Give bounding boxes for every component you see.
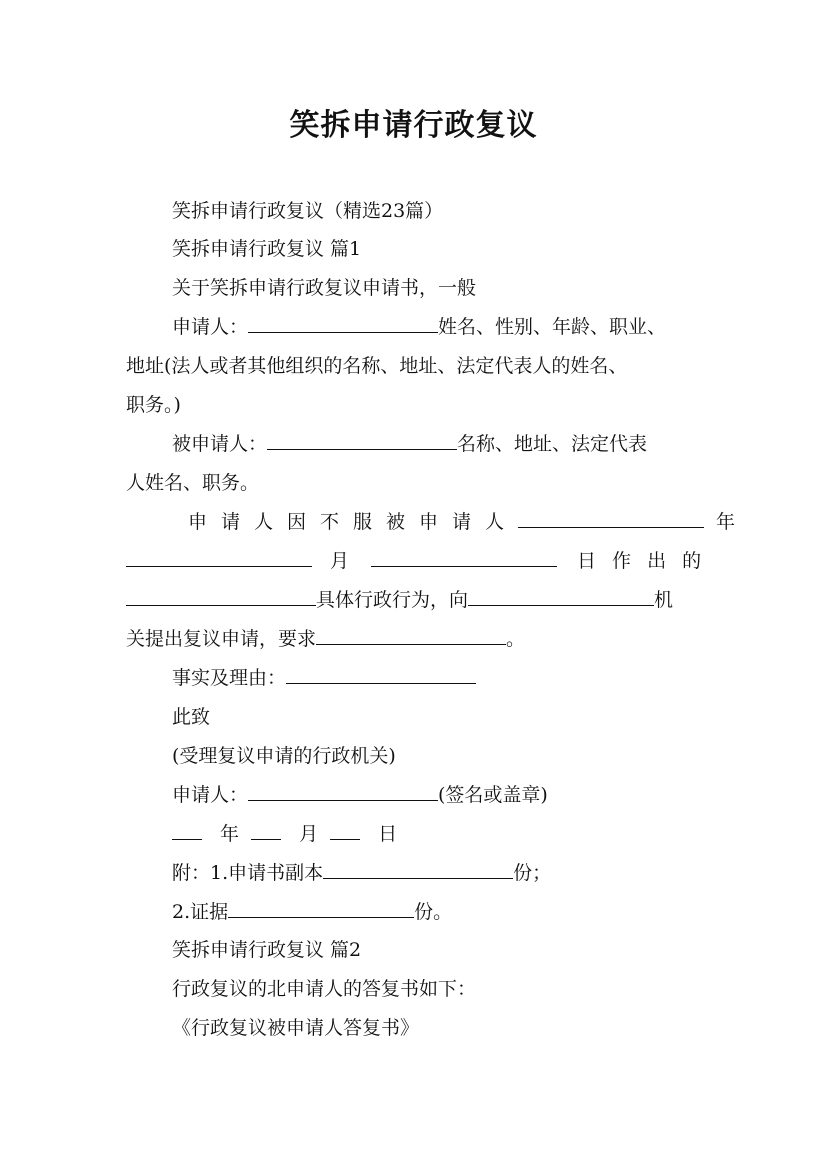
date-line (172, 819, 397, 849)
reason-act: 具体行政行为，向 (316, 589, 469, 611)
document-title: 笑拆申请行政复议 (289, 108, 538, 143)
facts-blank (286, 664, 476, 684)
reason-blank-6 (316, 625, 506, 645)
article1-paragraph: 关于笑拆申请行政复议申请书，一般 (172, 277, 477, 299)
recipient: (受理复议申请的行政机关) (172, 745, 396, 767)
date-year-label: 年 (220, 823, 240, 845)
respondent-desc: 名称、地址、法定代表 (457, 433, 648, 455)
date-day-blank (330, 820, 360, 840)
attachment-2-prefix: 2.证据 (172, 901, 229, 923)
applicant-desc: 姓名、性别、年龄、职业、 (438, 316, 667, 338)
intro-line: 笑拆申请行政复议（精选23篇） (172, 200, 444, 222)
respondent-line (172, 429, 647, 459)
respondent-label: 被申请人： (172, 433, 268, 455)
article1-heading: 笑拆申请行政复议 篇1 (172, 238, 362, 260)
reason-line-2 (126, 546, 701, 576)
date-month-label: 月 (299, 823, 319, 845)
date-day-label: 日 (378, 823, 398, 845)
article2-paragraph-2: 《行政复议被申请人答复书》 (172, 1017, 420, 1039)
respondent-blank (267, 430, 457, 450)
reason-text: 申请人因不服被申请人 (188, 511, 519, 533)
signer-blank (248, 781, 438, 801)
applicant-desc-line-3: 职务。) (126, 394, 181, 416)
attachment-2-blank (228, 898, 414, 918)
reason-month: 月 (330, 550, 350, 572)
reason-blank-2 (126, 547, 312, 567)
signer-suffix: (签名或盖章) (438, 784, 548, 806)
signer-line (172, 780, 548, 810)
reason-line-3 (126, 585, 673, 615)
attachment-1-blank (323, 859, 513, 879)
reason-blank-3 (371, 547, 557, 567)
reason-request: 关提出复议申请，要求 (126, 628, 317, 650)
reason-blank-5 (468, 586, 654, 606)
applicant-blank (248, 313, 438, 333)
date-year-blank (172, 820, 202, 840)
reason-end: 。 (506, 628, 526, 650)
reason-blank-4 (126, 586, 316, 606)
attachment-2-suffix: 份。 (414, 901, 453, 923)
article2-heading: 笑拆申请行政复议 篇2 (172, 939, 362, 961)
applicant-line (172, 312, 666, 342)
reason-org: 机 (654, 589, 674, 611)
reason-line-4 (126, 624, 525, 654)
reason-year: 年 (716, 511, 736, 533)
reason-line-1 (188, 507, 735, 537)
date-month-blank (251, 820, 281, 840)
salutation: 此致 (172, 706, 211, 728)
reason-day-made: 日 作 出 的 (577, 550, 702, 572)
applicant-label: 申请人： (172, 316, 249, 338)
attachment-1 (172, 858, 551, 888)
applicant-desc-line-2: 地址(法人或者其他组织的名称、地址、法定代表人的姓名、 (126, 355, 628, 377)
attachment-1-prefix: 附：1.申请书副本 (172, 862, 324, 884)
attachment-2 (172, 897, 452, 927)
attachment-1-suffix: 份； (513, 862, 552, 884)
respondent-desc-line-2: 人姓名、职务。 (126, 472, 260, 494)
signer-label: 申请人： (172, 784, 249, 806)
article2-paragraph-1: 行政复议的北申请人的答复书如下： (172, 978, 477, 1000)
reason-blank-1 (518, 508, 704, 528)
facts-line (172, 663, 476, 693)
facts-label: 事实及理由： (172, 667, 287, 689)
